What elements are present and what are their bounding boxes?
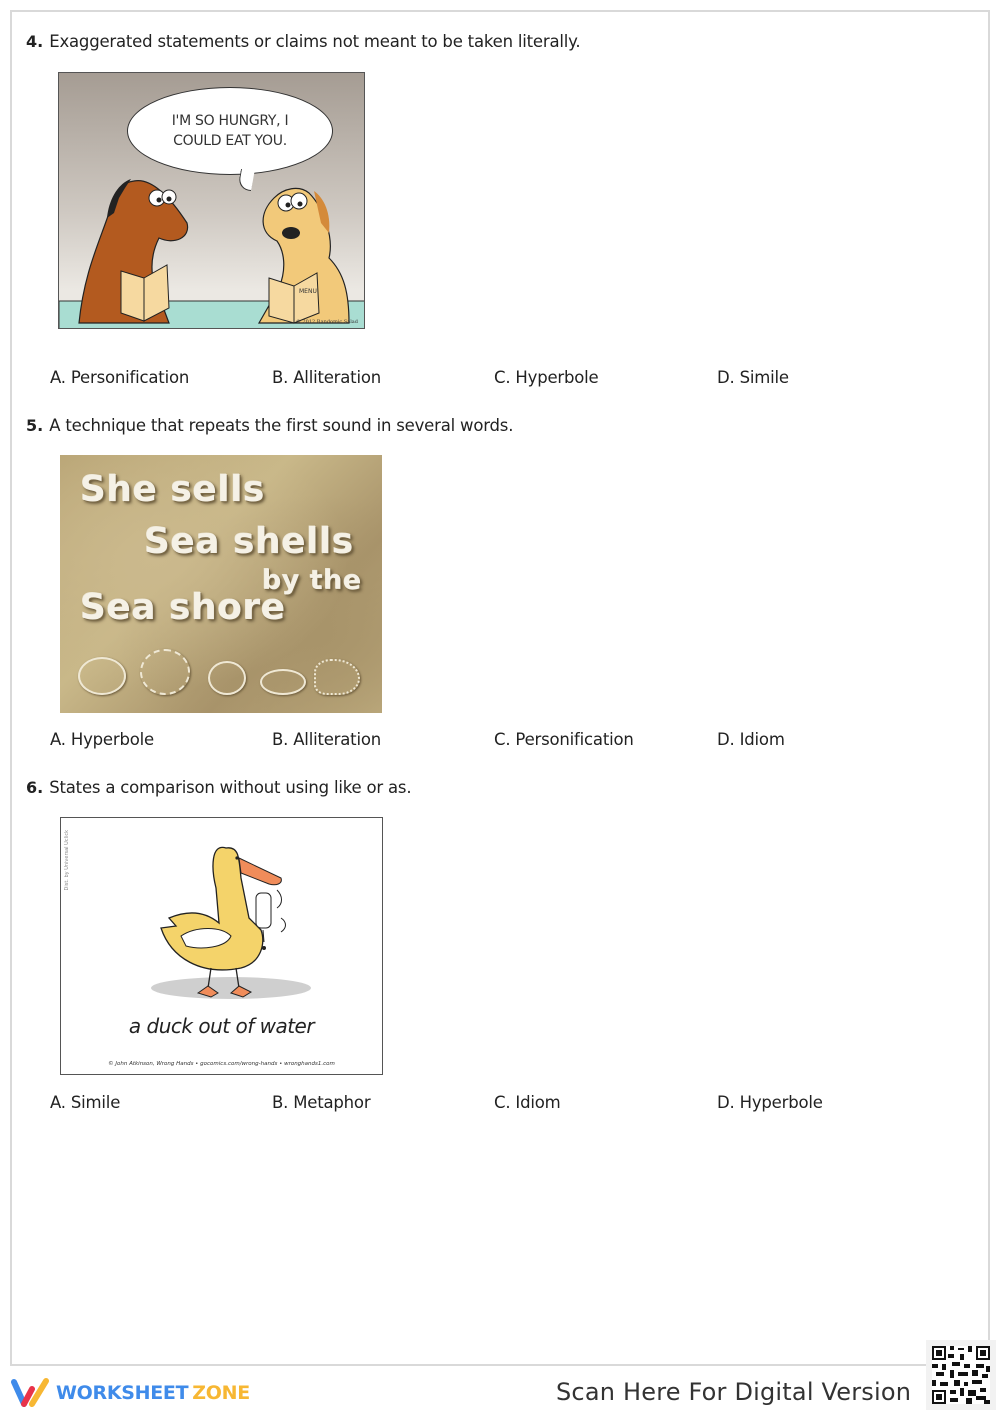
sand-text-line-4: Sea shore xyxy=(80,587,286,628)
question-number: 6. xyxy=(26,778,44,797)
duck-caption: a duck out of water xyxy=(128,1014,315,1038)
duck-credit: © John Atkinson, Wrong Hands • gocomics.com/wrong-hands • wronghands1.com xyxy=(108,1061,335,1067)
option-letter: A. xyxy=(50,730,66,749)
horses-illustration xyxy=(59,73,365,329)
option-letter: B. xyxy=(272,730,289,749)
option-a[interactable] xyxy=(50,730,154,749)
shell-icon xyxy=(314,659,360,695)
question-number: 4. xyxy=(26,32,44,51)
option-label: Hyperbole xyxy=(515,368,599,387)
option-a[interactable] xyxy=(50,1093,120,1112)
scan-here-text: Scan Here For Digital Version xyxy=(556,1378,912,1406)
sand-text-line-3: by the xyxy=(262,565,362,596)
comic-copyright: © 2012 Randomic Salad xyxy=(295,319,358,325)
logo-w-icon xyxy=(10,1377,52,1409)
shell-icon xyxy=(260,669,306,695)
option-letter: D. xyxy=(717,368,735,387)
menu-label: MENU xyxy=(299,288,317,295)
option-letter: D. xyxy=(717,1093,735,1112)
question-text: A technique that repeats the first sound in several words. xyxy=(49,416,514,435)
option-label: Idiom xyxy=(515,1093,561,1112)
duck-illustration xyxy=(61,818,383,1008)
option-letter: A. xyxy=(50,1093,66,1112)
logo-text xyxy=(56,1382,250,1404)
option-letter: C. xyxy=(494,730,511,749)
option-label: Metaphor xyxy=(293,1093,371,1112)
option-letter: D. xyxy=(717,730,735,749)
sea-shells-image xyxy=(60,455,382,713)
question-5-options xyxy=(50,730,950,752)
shell-icon xyxy=(78,657,126,695)
option-label: Personification xyxy=(70,368,190,387)
shell-icon xyxy=(140,649,190,695)
shell-icon xyxy=(208,661,246,695)
option-d[interactable] xyxy=(717,730,785,749)
question-6 xyxy=(26,778,411,797)
qr-code-icon xyxy=(932,1346,990,1404)
option-b[interactable] xyxy=(272,730,381,749)
option-d[interactable] xyxy=(717,368,789,387)
question-text: States a comparison without using like or as. xyxy=(49,778,412,797)
option-label: Idiom xyxy=(739,730,785,749)
option-label: Hyperbole xyxy=(739,1093,823,1112)
option-label: Alliteration xyxy=(293,368,381,387)
option-label: Hyperbole xyxy=(70,730,154,749)
option-c[interactable] xyxy=(494,368,599,387)
question-text: Exaggerated statements or claims not meant to be taken literally. xyxy=(49,32,581,51)
speech-line-2: COULD EAT YOU. xyxy=(173,133,287,149)
question-4-options xyxy=(50,368,950,390)
option-letter: A. xyxy=(50,368,66,387)
duck-comic-image xyxy=(60,817,383,1075)
option-b[interactable] xyxy=(272,368,381,387)
speech-line-1: I'M SO HUNGRY, I xyxy=(171,113,289,129)
logo-word-zone: ZONE xyxy=(192,1382,250,1404)
option-d[interactable] xyxy=(717,1093,823,1112)
option-letter: C. xyxy=(494,1093,511,1112)
question-5 xyxy=(26,416,513,435)
question-4 xyxy=(26,32,580,51)
option-label: Personification xyxy=(515,730,634,749)
option-a[interactable] xyxy=(50,368,189,387)
logo-word-worksheet: WORKSHEET xyxy=(56,1382,189,1404)
option-label: Simile xyxy=(739,368,789,387)
option-b[interactable] xyxy=(272,1093,370,1112)
option-c[interactable] xyxy=(494,1093,561,1112)
option-letter: C. xyxy=(494,368,511,387)
sand-text-line-1: She sells xyxy=(80,469,265,510)
option-c[interactable] xyxy=(494,730,634,749)
option-label: Alliteration xyxy=(293,730,381,749)
distribution-note: Dist. by Universal Uclick xyxy=(64,830,70,891)
option-letter: B. xyxy=(272,368,289,387)
option-label: Simile xyxy=(70,1093,121,1112)
question-6-options xyxy=(50,1093,950,1115)
worksheet-zone-logo[interactable] xyxy=(10,1377,250,1409)
qr-code[interactable] xyxy=(926,1340,996,1410)
sand-text-line-2: Sea shells xyxy=(144,521,354,562)
option-letter: B. xyxy=(272,1093,289,1112)
question-number: 5. xyxy=(26,416,44,435)
horses-comic-image xyxy=(58,72,365,329)
